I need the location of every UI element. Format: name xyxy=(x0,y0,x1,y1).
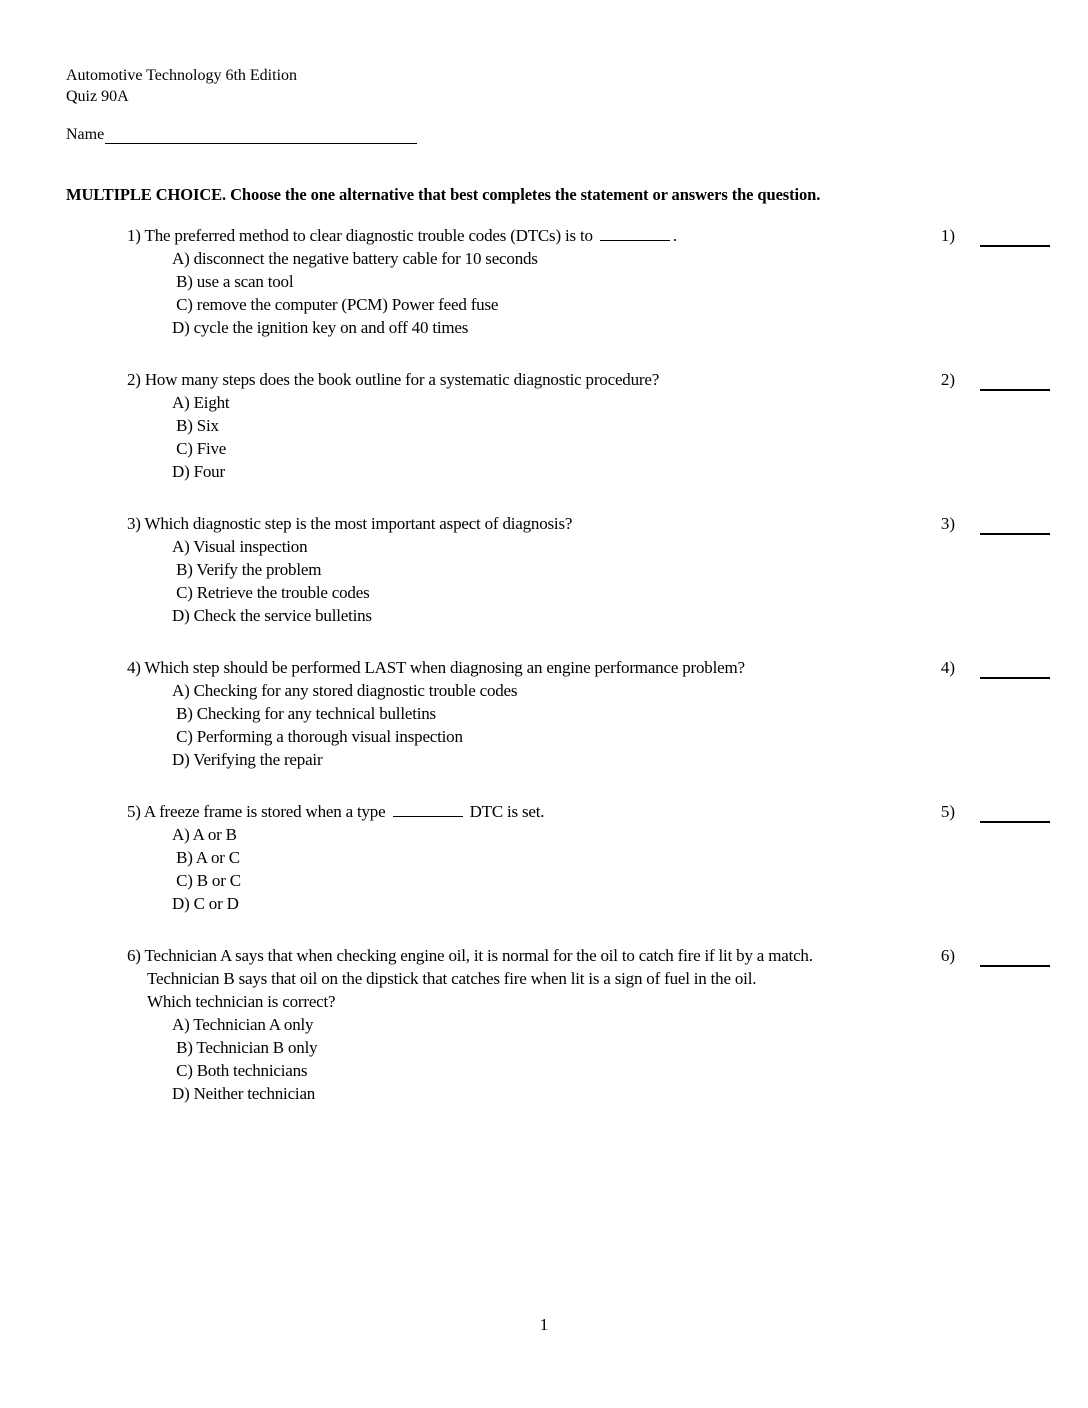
option-letter: C) xyxy=(176,871,193,890)
option-letter: C) xyxy=(176,1061,193,1080)
answer-slot[interactable] xyxy=(929,656,1050,679)
question-stem: Technician A says that when checking engine oil, it is normal for the oil to catch fire if lit by a match. xyxy=(144,946,813,965)
question-number: 3) xyxy=(127,514,141,533)
question-stem: Which diagnostic step is the most important aspect of diagnosis? xyxy=(144,514,573,533)
question-text xyxy=(127,800,907,823)
option-text: Six xyxy=(196,416,219,435)
option-b[interactable] xyxy=(172,558,1067,581)
question-2 xyxy=(127,368,1067,483)
question-para-3: Which technician is correct? xyxy=(147,992,336,1011)
answer-line[interactable] xyxy=(980,805,1050,823)
option-letter: D) xyxy=(172,606,190,625)
option-text: Performing a thorough visual inspection xyxy=(196,727,463,746)
instructions: MULTIPLE CHOICE. Choose the one alternative that best completes the statement or answers the question. xyxy=(66,185,821,204)
answer-number: 2) xyxy=(940,370,955,389)
options-list xyxy=(127,1013,1067,1105)
question-stem: A freeze frame is stored when a type xyxy=(143,802,386,821)
page-number: 1 xyxy=(539,1315,549,1334)
question-stem-end: DTC is set. xyxy=(469,802,545,821)
option-letter: B) xyxy=(176,704,193,723)
option-text: Four xyxy=(193,462,225,481)
answer-number: 6) xyxy=(940,946,955,965)
answer-line[interactable] xyxy=(980,229,1050,247)
answer-slot[interactable] xyxy=(929,512,1050,535)
question-number: 5) xyxy=(127,802,141,821)
option-a[interactable] xyxy=(172,247,1067,270)
option-d[interactable] xyxy=(172,604,1067,627)
option-d[interactable] xyxy=(172,460,1067,483)
question-text xyxy=(127,944,907,1013)
question-number: 2) xyxy=(127,370,141,389)
option-c[interactable] xyxy=(172,725,1067,748)
option-text: use a scan tool xyxy=(196,272,294,291)
question-para-1 xyxy=(127,944,907,967)
option-letter: B) xyxy=(176,560,193,579)
question-5 xyxy=(127,800,1067,915)
question-stem: The preferred method to clear diagnostic trouble codes (DTCs) is to xyxy=(144,226,593,245)
option-text: Verifying the repair xyxy=(193,750,323,769)
option-letter: D) xyxy=(172,750,190,769)
option-text: Verify the problem xyxy=(196,560,322,579)
option-text: A or B xyxy=(192,825,237,844)
option-text: Checking for any stored diagnostic trouble codes xyxy=(193,681,518,700)
question-1 xyxy=(127,224,1067,339)
option-b[interactable] xyxy=(172,270,1067,293)
option-text: Visual inspection xyxy=(193,537,308,556)
option-text: Eight xyxy=(193,393,230,412)
book-title: Automotive Technology 6th Edition xyxy=(66,67,298,84)
name-label: Name xyxy=(66,126,105,143)
answer-slot[interactable] xyxy=(929,224,1050,247)
option-letter: C) xyxy=(176,439,193,458)
option-text: Technician A only xyxy=(193,1015,314,1034)
option-text: Technician B only xyxy=(196,1038,318,1057)
option-c[interactable] xyxy=(172,581,1067,604)
option-letter: C) xyxy=(176,295,193,314)
name-row xyxy=(66,126,417,144)
option-letter: B) xyxy=(176,848,193,867)
option-letter: B) xyxy=(176,416,193,435)
answer-line[interactable] xyxy=(980,949,1050,967)
option-letter: B) xyxy=(176,272,193,291)
options-list xyxy=(127,247,1067,339)
options-list xyxy=(127,391,1067,483)
option-b[interactable] xyxy=(172,846,1067,869)
option-letter: A) xyxy=(172,681,190,700)
option-letter: D) xyxy=(172,894,190,913)
answer-number: 4) xyxy=(940,658,955,677)
answer-line[interactable] xyxy=(980,517,1050,535)
question-stem-end: . xyxy=(672,226,677,245)
options-list xyxy=(127,823,1067,915)
answer-number: 5) xyxy=(940,802,955,821)
option-letter: D) xyxy=(172,462,190,481)
options-list xyxy=(127,535,1067,627)
question-text xyxy=(127,656,907,679)
fill-in-blank xyxy=(393,802,463,817)
option-a[interactable] xyxy=(172,823,1067,846)
option-d[interactable] xyxy=(172,748,1067,771)
question-6 xyxy=(127,944,1067,1105)
option-text: cycle the ignition key on and off 40 times xyxy=(193,318,469,337)
quiz-title: Quiz 90A xyxy=(66,88,129,105)
option-text: Retrieve the trouble codes xyxy=(196,583,370,602)
question-text xyxy=(127,512,907,535)
option-text: B or C xyxy=(196,871,241,890)
option-letter: A) xyxy=(172,825,190,844)
question-stem: How many steps does the book outline for a systematic diagnostic procedure? xyxy=(144,370,660,389)
fill-in-blank xyxy=(600,226,670,241)
option-a[interactable] xyxy=(172,535,1067,558)
option-c[interactable] xyxy=(172,1059,1067,1082)
option-a[interactable] xyxy=(172,1013,1067,1036)
option-b[interactable] xyxy=(172,414,1067,437)
answer-number: 3) xyxy=(940,514,955,533)
option-letter: B) xyxy=(176,1038,193,1057)
option-d[interactable] xyxy=(172,1082,1067,1105)
option-a[interactable] xyxy=(172,391,1067,414)
question-4 xyxy=(127,656,1067,771)
option-a[interactable] xyxy=(172,679,1067,702)
question-text xyxy=(127,224,907,247)
answer-number: 1) xyxy=(940,226,955,245)
option-b[interactable] xyxy=(172,702,1067,725)
option-text: Five xyxy=(196,439,227,458)
option-text: disconnect the negative battery cable for 10 seconds xyxy=(193,249,538,268)
option-letter: A) xyxy=(172,249,190,268)
option-text: Checking for any technical bulletins xyxy=(196,704,436,723)
option-text: Both technicians xyxy=(196,1061,308,1080)
question-3 xyxy=(127,512,1067,627)
option-text: C or D xyxy=(193,894,239,913)
option-c[interactable] xyxy=(172,437,1067,460)
options-list xyxy=(127,679,1067,771)
answer-slot[interactable] xyxy=(929,944,1050,967)
question-number: 1) xyxy=(127,226,141,245)
option-text: Neither technician xyxy=(193,1084,316,1103)
name-input-line[interactable] xyxy=(105,127,417,144)
option-text: remove the computer (PCM) Power feed fuse xyxy=(196,295,499,314)
option-b[interactable] xyxy=(172,1036,1067,1059)
question-text xyxy=(127,368,907,391)
answer-line[interactable] xyxy=(980,661,1050,679)
option-d[interactable] xyxy=(172,892,1067,915)
option-text: Check the service bulletins xyxy=(193,606,372,625)
option-letter: D) xyxy=(172,318,190,337)
question-number: 6) xyxy=(127,946,141,965)
question-stem: Which step should be performed LAST when diagnosing an engine performance problem? xyxy=(144,658,745,677)
option-c[interactable] xyxy=(172,869,1067,892)
option-d[interactable] xyxy=(172,316,1067,339)
option-letter: D) xyxy=(172,1084,190,1103)
question-number: 4) xyxy=(127,658,141,677)
option-c[interactable] xyxy=(172,293,1067,316)
option-letter: C) xyxy=(176,583,193,602)
question-para-2: Technician B says that oil on the dipstick that catches fire when lit is a sign of fuel in the oil. xyxy=(147,969,757,988)
answer-slot[interactable] xyxy=(929,368,1050,391)
option-text: A or C xyxy=(195,848,240,867)
answer-line[interactable] xyxy=(980,373,1050,391)
option-letter: A) xyxy=(172,1015,190,1034)
answer-slot[interactable] xyxy=(929,800,1050,823)
option-letter: A) xyxy=(172,393,190,412)
option-letter: A) xyxy=(172,537,190,556)
option-letter: C) xyxy=(176,727,193,746)
